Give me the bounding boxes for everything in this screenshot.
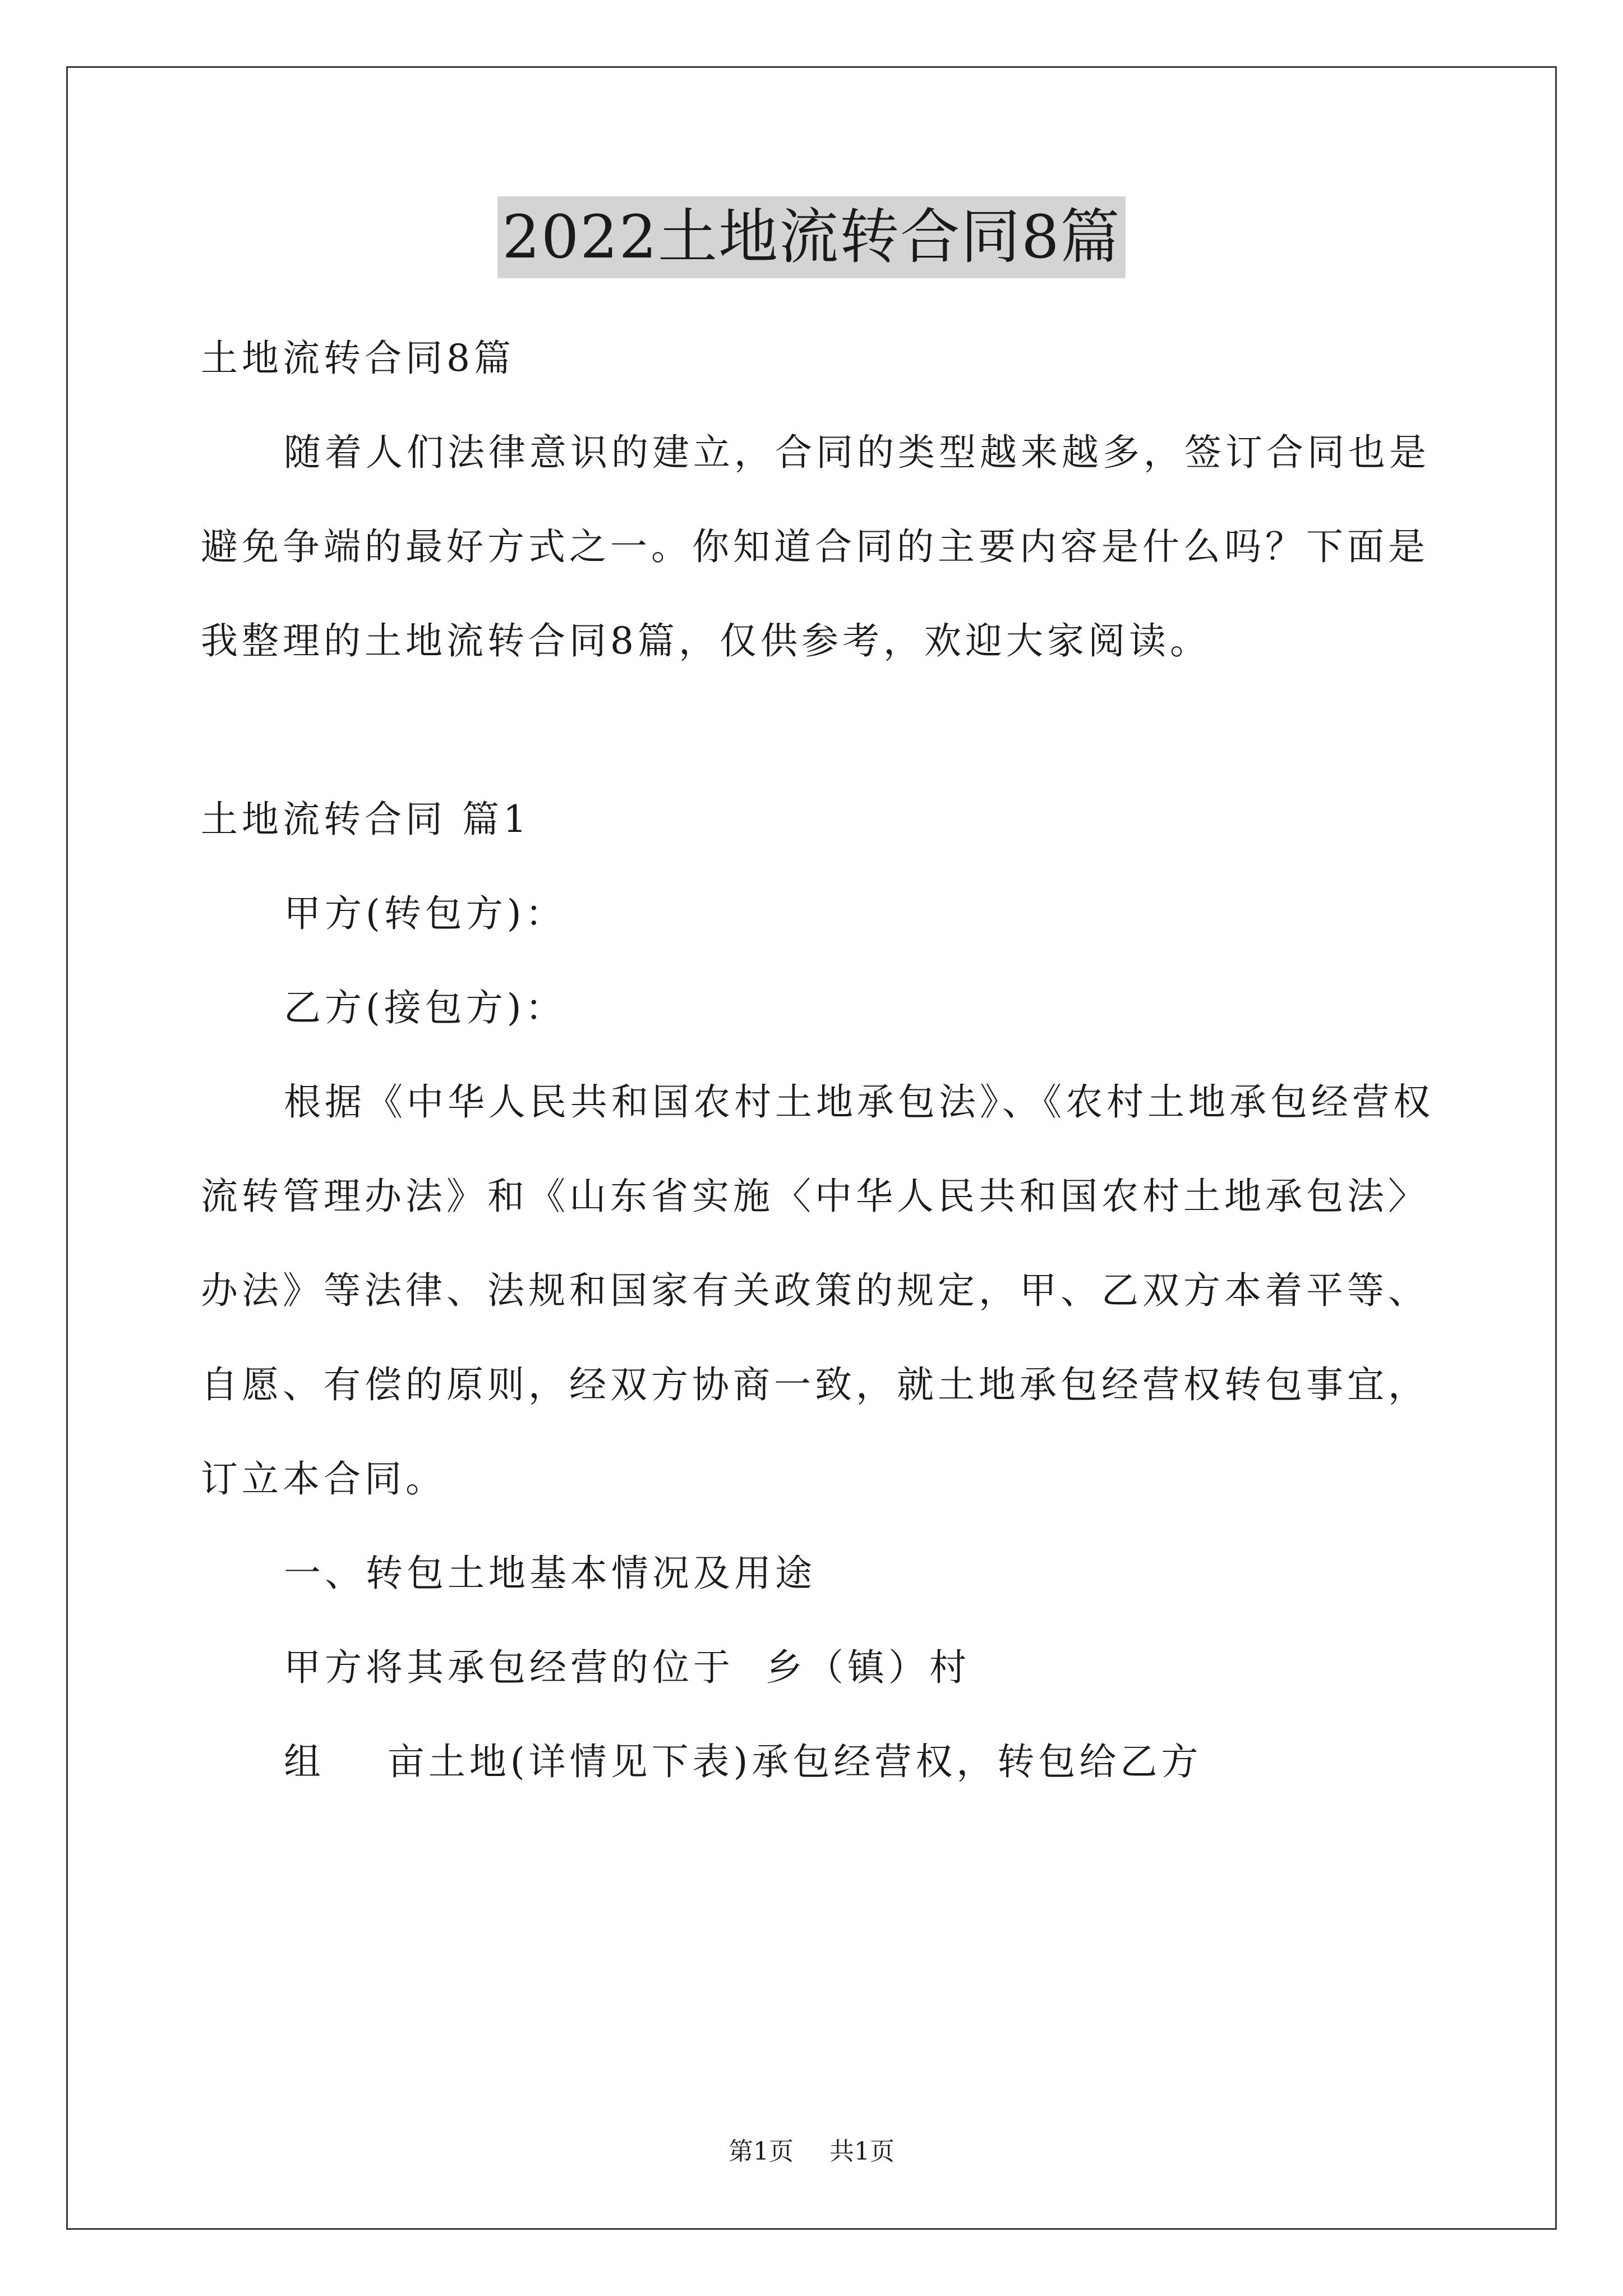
document-body <box>201 311 1435 1809</box>
basis-line: 订立本合同。 <box>201 1457 446 1501</box>
document-title: 2022土地流转合同8篇 <box>497 196 1125 278</box>
party-b-line: 乙方(接包方)： <box>284 986 566 1029</box>
page-footer: 第1页 共1页 <box>728 2137 895 2166</box>
basis-line: 根据《中华人民共和国农村土地承包法》、《农村土地承包经营权 <box>284 1080 1434 1124</box>
title-area <box>0 196 1623 278</box>
basis-line: 办法》等法律、法规和国家有关政策的规定，甲、乙双方本着平等、 <box>201 1269 1429 1312</box>
basis-line: 流转管理办法》和《山东省实施〈中华人民共和国农村土地承包法〉 <box>201 1175 1429 1218</box>
clause-line: 组 亩土地(详情见下表)承包经营权，转包给乙方 <box>284 1740 1202 1783</box>
intro-line: 随着人们法律意识的建立，合同的类型越来越多，签订合同也是 <box>284 431 1430 474</box>
intro-line: 避免争端的最好方式之一。你知道合同的主要内容是什么吗？下面是 <box>201 525 1429 568</box>
subtitle: 土地流转合同8篇 <box>201 337 515 380</box>
clause-heading: 一、转包土地基本情况及用途 <box>284 1552 816 1595</box>
intro-line: 我整理的土地流转合同8篇，仅供参考，欢迎大家阅读。 <box>201 619 1211 662</box>
party-a-line: 甲方(转包方)： <box>284 892 566 935</box>
section-heading: 土地流转合同 篇1 <box>201 798 531 841</box>
basis-line: 自愿、有偿的原则，经双方协商一致，就土地承包经营权转包事宜， <box>201 1363 1429 1406</box>
spacer <box>201 688 1435 772</box>
clause-line: 甲方将其承包经营的位于 乡（镇）村 <box>284 1646 970 1689</box>
